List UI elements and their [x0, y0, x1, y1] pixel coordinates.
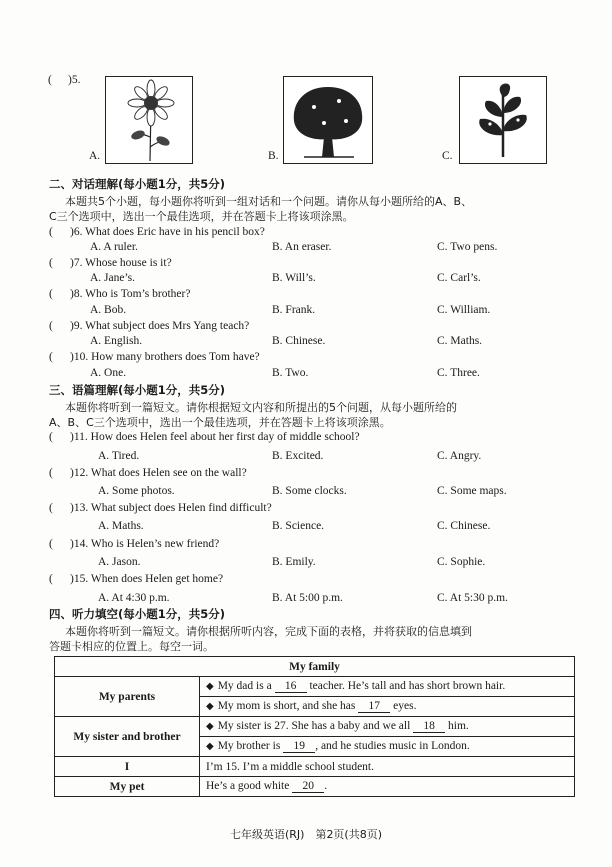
cell-text: . [324, 780, 328, 792]
answer-paren: ( [49, 226, 53, 238]
table-cell [200, 777, 575, 797]
cell-text: teacher. He’s tall and has short brown hair. [309, 680, 506, 692]
q5-option-b-label: B. [268, 150, 279, 162]
option-a: A. A ruler. [90, 241, 138, 253]
row-label-parents: My parents [55, 677, 200, 717]
option-a: A. Bob. [90, 304, 127, 316]
row-label-pet: My pet [55, 777, 200, 797]
table-cell [200, 737, 575, 757]
option-a: A. Maths. [98, 520, 144, 532]
option-c: C. Two pens. [437, 241, 498, 253]
answer-paren: ( [49, 431, 53, 443]
question-text: )7. Whose house is it? [70, 257, 172, 269]
blank-19[interactable]: 19 [283, 740, 315, 753]
blank-18[interactable]: 18 [413, 720, 445, 733]
bullet-icon: ◆ [206, 721, 214, 732]
answer-paren: ( [49, 502, 53, 514]
section-3-title: 三、语篇理解(每小题1分，共5分) [49, 383, 226, 397]
section-3-instruction-line1: 本题你将听到一篇短文。请你根据短文内容和所提出的5个问题，从每小题所给的 [65, 401, 457, 414]
option-b: B. An eraser. [272, 241, 332, 253]
blank-16[interactable]: 16 [275, 680, 307, 693]
table-cell: I’m 15. I’m a middle school student. [200, 757, 575, 777]
option-a: A. Jason. [98, 556, 141, 568]
cell-text: My dad is a [217, 680, 272, 692]
answer-paren: ( [49, 573, 53, 585]
option-a: A. English. [90, 335, 143, 347]
option-b: B. Chinese. [272, 335, 326, 347]
option-a: A. Some photos. [98, 485, 175, 497]
answer-paren: ( [49, 351, 53, 363]
option-c: C. Some maps. [437, 485, 507, 497]
answer-paren: ( [49, 288, 53, 300]
option-c: C. William. [437, 304, 491, 316]
option-b: B. Frank. [272, 304, 316, 316]
q5-number: )5. [68, 74, 81, 86]
option-a: A. One. [90, 367, 127, 379]
option-c: C. Three. [437, 367, 480, 379]
answer-paren: ( [49, 257, 53, 269]
question-text: )11. How does Helen feel about her first day of middle school? [70, 431, 360, 443]
section-4-instruction-line1: 本题你将听到一篇短文。请你根据所听内容，完成下面的表格，并将获取的信息填到 [65, 625, 472, 638]
option-b: B. Two. [272, 367, 309, 379]
bullet-icon: ◆ [206, 701, 214, 712]
bullet-icon: ◆ [206, 741, 214, 752]
option-c: C. Angry. [437, 450, 482, 462]
cell-text: eyes. [393, 700, 417, 712]
question-text: )9. What subject does Mrs Yang teach? [70, 320, 250, 332]
section-3-instruction-line2: A、B、C三个选项中，选出一个最佳选项，并在答题卡上将该项涂黑。 [49, 416, 391, 429]
option-c: C. Sophie. [437, 556, 486, 568]
option-b: B. Will’s. [272, 272, 316, 284]
cell-text: , and he studies music in London. [315, 740, 470, 752]
row-label-siblings: My sister and brother [55, 717, 200, 757]
table-cell [200, 717, 575, 737]
section-2-instruction-line1: 本题共5个小题，每小题你将听到一组对话和一个问题。请你从每小题所给的A、B、 [65, 195, 473, 208]
option-c: C. Carl’s. [437, 272, 481, 284]
cell-text: him. [448, 720, 469, 732]
option-c: C. Maths. [437, 335, 483, 347]
cell-text: My mom is short, and she has [217, 700, 356, 712]
leaf-plant-icon [459, 76, 547, 164]
table-cell [200, 697, 575, 717]
option-b: B. Emily. [272, 556, 316, 568]
option-b: B. Excited. [272, 450, 324, 462]
cell-text: He’s a good white [206, 780, 290, 792]
option-a: A. Jane’s. [90, 272, 136, 284]
option-b: B. Some clocks. [272, 485, 347, 497]
question-text: )12. What does Helen see on the wall? [70, 467, 247, 479]
option-c: C. Chinese. [437, 520, 491, 532]
option-b: B. Science. [272, 520, 325, 532]
option-b: B. At 5:00 p.m. [272, 592, 343, 604]
question-text: )6. What does Eric have in his pencil box? [70, 226, 265, 238]
q5-option-c-label: C. [442, 150, 453, 162]
question-text: )14. Who is Helen’s new friend? [70, 538, 220, 550]
blank-17[interactable]: 17 [358, 700, 390, 713]
option-c: C. At 5:30 p.m. [437, 592, 508, 604]
bullet-icon: ◆ [206, 681, 214, 692]
cell-text: My brother is [217, 740, 281, 752]
section-4-title: 四、听力填空(每小题1分，共5分) [49, 607, 226, 621]
sunflower-icon [105, 76, 193, 164]
tree-icon [283, 76, 373, 164]
q5-paren: ( [48, 74, 52, 86]
question-text: )15. When does Helen get home? [70, 573, 224, 585]
option-a: A. At 4:30 p.m. [98, 592, 170, 604]
question-text: )8. Who is Tom’s brother? [70, 288, 191, 300]
question-text: )13. What subject does Helen find difficult? [70, 502, 272, 514]
section-2-title: 二、对话理解(每小题1分，共5分) [49, 177, 226, 191]
blank-20[interactable]: 20 [292, 780, 324, 793]
q5-option-a-label: A. [89, 150, 101, 162]
question-text: )10. How many brothers does Tom have? [70, 351, 260, 363]
answer-paren: ( [49, 320, 53, 332]
section-2-instruction-line2: C三个选项中，选出一个最佳选项，并在答题卡上将该项涂黑。 [49, 210, 354, 223]
option-a: A. Tired. [98, 450, 140, 462]
row-label-i: I [55, 757, 200, 777]
answer-paren: ( [49, 467, 53, 479]
cell-text: My sister is 27. She has a baby and we all [217, 720, 411, 732]
family-table [54, 656, 575, 797]
table-cell [200, 677, 575, 697]
answer-paren: ( [49, 538, 53, 550]
table-title: My family [55, 657, 575, 677]
page-footer: 七年级英语(RJ) 第2页(共8页) [229, 828, 383, 841]
section-4-instruction-line2: 答题卡相应的位置上。每空一词。 [49, 640, 214, 653]
